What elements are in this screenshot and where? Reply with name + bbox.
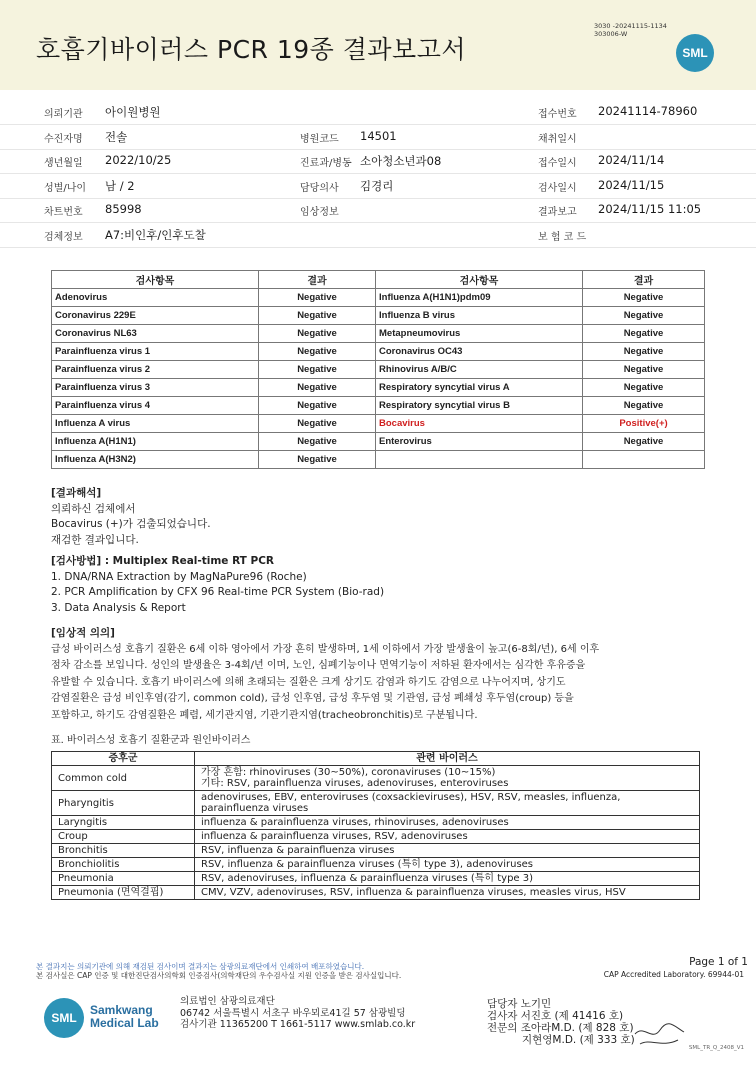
result-cell: Negative xyxy=(259,361,376,379)
result-cell: Positive(+) xyxy=(583,415,705,433)
interpretation-line: 재검한 결과입니다. xyxy=(51,533,139,546)
clinical-section xyxy=(51,626,599,724)
virus-line: 가장 흔함: rhinoviruses (30~50%), coronaviruses (10~15%) xyxy=(201,767,496,778)
result-cell: Negative xyxy=(259,325,376,343)
result-cell: Negative xyxy=(583,307,705,325)
interpretation-line: Bocavirus (+)가 검출되었습니다. xyxy=(51,518,211,530)
info-value: 85998 xyxy=(105,202,142,216)
clinical-line: 포함하고, 하기도 감염질환은 폐렴, 세기관지염, 기관기관지염(tracheobronchitis)로 구분됩니다. xyxy=(51,709,478,721)
method-line: 1. DNA/RNA Extraction by MagNaPure96 (Roche) xyxy=(51,570,307,583)
report-title: 호흡기바이러스 PCR 19종 결과보고서 xyxy=(36,35,467,64)
table-row xyxy=(52,886,700,900)
virus-line: RSV, adenoviruses, influenza & parainfluenza viruses (특히 type 3) xyxy=(201,873,534,884)
result-cell: Negative xyxy=(259,307,376,325)
institution-address: 06742 서울특별시 서초구 바우뫼로41길 57 삼광빌딩 xyxy=(180,1007,406,1019)
institution-name: 의료법인 삼광의료재단 xyxy=(180,996,275,1007)
virus-list xyxy=(195,844,700,858)
virus-line: 기타: RSV, parainfluenza viruses, adenoviruses, enteroviruses xyxy=(201,778,509,789)
col-header: 증후군 xyxy=(52,752,195,766)
table-row xyxy=(52,830,700,844)
table-row xyxy=(52,415,705,433)
test-item-cell: Respiratory syncytial virus B xyxy=(376,397,583,415)
table-row xyxy=(52,379,705,397)
sml-logo-bottom: SML xyxy=(44,998,84,1038)
virus-line: parainfluenza viruses xyxy=(201,803,309,814)
info-row xyxy=(0,149,756,174)
info-label: 담당의사 xyxy=(300,182,339,194)
table-row xyxy=(52,289,705,307)
virus-line: influenza & parainfluenza viruses, RSV, adenoviruses xyxy=(201,831,468,842)
info-label: 병원코드 xyxy=(300,133,339,145)
result-cell: Negative xyxy=(259,451,376,469)
virus-line: adenoviruses, EBV, enteroviruses (coxsackieviruses), HSV, RSV, measles, influenza, xyxy=(201,792,621,803)
result-cell: Negative xyxy=(259,397,376,415)
info-value: 아이원병원 xyxy=(105,105,161,119)
test-item-cell: Influenza A(H1N1)pdm09 xyxy=(376,289,583,307)
test-item-cell: Coronavirus NL63 xyxy=(52,325,259,343)
result-cell: Negative xyxy=(259,415,376,433)
result-cell: Negative xyxy=(259,379,376,397)
test-item-cell: Parainfluenza virus 1 xyxy=(52,343,259,361)
virus-line: influenza & parainfluenza viruses, rhinoviruses, adenoviruses xyxy=(201,817,509,828)
table-row xyxy=(52,872,700,886)
info-value: 2024/11/15 xyxy=(598,177,665,192)
result-cell: Negative xyxy=(583,379,705,397)
virus-list xyxy=(195,858,700,872)
sml-logo: SML xyxy=(676,34,714,72)
staff-info xyxy=(487,998,635,1046)
info-row xyxy=(0,223,756,248)
report-header xyxy=(0,0,756,90)
info-label: 검사일시 xyxy=(538,182,577,194)
table-row xyxy=(52,816,700,830)
info-label: 검체정보 xyxy=(44,231,83,243)
col-header: 검사항목 xyxy=(52,271,259,289)
syndrome-name: Laryngitis xyxy=(52,816,195,830)
page-number: Page 1 of 1 xyxy=(689,956,748,968)
info-label: 임상정보 xyxy=(300,207,339,218)
virus-list xyxy=(195,791,700,816)
clinical-heading: [임상적 의의] xyxy=(51,627,115,639)
info-value: 20241114-78960 xyxy=(598,104,698,118)
clinical-line: 감염질환은 급성 비인후염(감기, common cold), 급성 인후염, 급성 후두염 및 기관염, 급성 폐쇄성 후두염(croup) 등을 xyxy=(51,693,574,704)
info-row xyxy=(0,174,756,199)
test-item-cell: Enterovirus xyxy=(376,433,583,451)
info-row xyxy=(0,198,756,223)
syndrome-name: Pneumonia (면역결핍) xyxy=(52,886,195,900)
footer xyxy=(0,990,756,1069)
info-label: 보 험 코 드 xyxy=(538,231,587,243)
table-row xyxy=(52,766,700,791)
table-row xyxy=(52,451,705,469)
footer-note xyxy=(36,962,401,980)
test-item-cell: Parainfluenza virus 2 xyxy=(52,361,259,379)
result-cell: Negative xyxy=(583,397,705,415)
result-cell: Negative xyxy=(259,433,376,451)
info-value: 김경리 xyxy=(360,178,394,193)
info-row xyxy=(0,100,756,125)
info-value: 소아청소년과08 xyxy=(360,154,442,168)
staff-tester: 검사자 서진호 (제 41416 호) xyxy=(487,1010,624,1022)
clinical-line: 점차 감소를 보입니다. 성인의 발생율은 3-4회/년 이며, 노인, 심폐기능이나 면역기능이 저하된 환자에서는 심각한 후유증을 xyxy=(51,660,586,671)
method-section xyxy=(51,554,384,616)
info-label: 접수일시 xyxy=(538,158,577,169)
code-line-2: 303006-W xyxy=(594,30,628,38)
virus-list xyxy=(195,886,700,900)
info-label: 진료과/병동 xyxy=(300,158,352,169)
test-item-cell: Bocavirus xyxy=(376,415,583,433)
syndrome-table xyxy=(51,751,700,900)
table-row xyxy=(52,433,705,451)
test-item-cell: Metapneumovirus xyxy=(376,325,583,343)
info-value: 2022/10/25 xyxy=(105,153,172,167)
table-caption: 표. 바이러스성 호흡기 질환군과 원인바이러스 xyxy=(51,735,251,746)
code-line-1: 3030 -20241115-1134 xyxy=(594,22,667,30)
syndrome-name: Pharyngitis xyxy=(52,791,195,816)
info-label: 채취일시 xyxy=(538,133,577,145)
cap-accreditation: CAP Accredited Laboratory. 69944-01 xyxy=(603,970,744,979)
col-header: 결과 xyxy=(583,271,705,289)
virus-list xyxy=(195,872,700,886)
result-cell: Negative xyxy=(583,343,705,361)
clinical-line: 급성 바이러스성 호흡기 질환은 6세 이하 영아에서 가장 흔히 발생하며, 1세 이하에서 가장 발생율이 높고(6-8회/년), 6세 이후 xyxy=(51,643,600,655)
method-name: : Multiplex Real-time RT PCR xyxy=(101,555,274,567)
result-cell: Negative xyxy=(259,289,376,307)
syndrome-name: Bronchiolitis xyxy=(52,858,195,872)
table-row xyxy=(52,858,700,872)
interpretation-line: 의뢰하신 검체에서 xyxy=(51,502,136,515)
footer-note-1: 본 결과지는 의뢰기관에 의해 재검된 검사이며 결과지는 삼광의료재단에서 인쇄하여 배포하였습니다. xyxy=(36,962,365,971)
test-item-cell: Parainfluenza virus 3 xyxy=(52,379,259,397)
col-header: 검사항목 xyxy=(376,271,583,289)
info-label: 의뢰기관 xyxy=(44,109,83,120)
footer-note-2: 본 검사실은 CAP 인증 및 대한진단검사의학회 인증검사(의학재단의 우수검사실 지원 인증을 받은 검사실입니다. xyxy=(36,971,402,980)
result-cell: Negative xyxy=(583,433,705,451)
table-row xyxy=(52,361,705,379)
test-item-cell: Respiratory syncytial virus A xyxy=(376,379,583,397)
document-code xyxy=(594,22,667,38)
info-value: A7:비인후/인후도찰 xyxy=(105,227,206,242)
test-item-cell: Coronavirus OC43 xyxy=(376,343,583,361)
info-label: 생년월일 xyxy=(44,158,83,169)
method-line: 2. PCR Amplification by CFX 96 Real-time PCR System (Bio-rad) xyxy=(51,586,385,598)
info-label: 수진자명 xyxy=(44,133,83,145)
test-item-cell: Parainfluenza virus 4 xyxy=(52,397,259,415)
info-value: 2024/11/15 11:05 xyxy=(598,202,702,216)
results-table xyxy=(51,270,705,469)
method-heading: [검사방법] xyxy=(51,555,102,567)
test-item-cell: Influenza A virus xyxy=(52,415,259,433)
virus-list xyxy=(195,816,700,830)
test-item-cell: Influenza B virus xyxy=(376,307,583,325)
info-label: 접수번호 xyxy=(538,109,577,120)
syndrome-name: Pneumonia xyxy=(52,872,195,886)
info-row xyxy=(0,125,756,150)
test-item-cell xyxy=(376,451,583,469)
result-cell: Negative xyxy=(259,343,376,361)
staff-specialist-2: 지현영M.D. (제 333 호) xyxy=(522,1034,635,1046)
info-label: 차트번호 xyxy=(44,207,83,218)
virus-line: RSV, influenza & parainfluenza viruses (특히 type 3), adenoviruses xyxy=(201,859,534,870)
table-row xyxy=(52,844,700,858)
virus-line: CMV, VZV, adenoviruses, RSV, influenza & parainfluenza viruses, measles virus, HSV xyxy=(201,887,626,898)
info-value: 14501 xyxy=(360,128,397,143)
institution-contact: 검사기관 11365200 T 1661-5117 www.smlab.co.kr xyxy=(180,1019,416,1030)
result-cell: Negative xyxy=(583,325,705,343)
clinical-line: 유발할 수 있습니다. 호흡기 바이러스에 의해 초래되는 질환은 크게 상기도 감염과 하기도 감염으로 나누어지며, 상기도 xyxy=(51,676,566,688)
syndrome-name: Common cold xyxy=(52,766,195,791)
virus-list xyxy=(195,766,700,791)
test-item-cell: Rhinovirus A/B/C xyxy=(376,361,583,379)
virus-line: RSV, influenza & parainfluenza viruses xyxy=(201,845,395,856)
brand-line-2: Medical Lab xyxy=(90,1016,159,1030)
staff-manager: 담당자 노기민 xyxy=(487,998,552,1010)
table-row xyxy=(52,325,705,343)
method-line: 3. Data Analysis & Report xyxy=(51,601,186,614)
institution-info xyxy=(180,996,415,1031)
info-label: 결과보고 xyxy=(538,207,577,218)
table-row xyxy=(52,791,700,816)
info-label: 성별/나이 xyxy=(44,182,87,194)
info-value: 2024/11/14 xyxy=(598,153,665,167)
staff-specialist-1: 전문의 조아라M.D. (제 828 호) xyxy=(487,1022,634,1034)
interpretation-heading: [결과해석] xyxy=(51,487,102,499)
syndrome-name: Croup xyxy=(52,830,195,844)
col-header: 관련 바이러스 xyxy=(195,752,700,766)
table-row xyxy=(52,397,705,415)
version-code: SML_TR_Q_2408_V1 xyxy=(688,1045,744,1051)
test-item-cell: Influenza A(H1N1) xyxy=(52,433,259,451)
info-value: 남 / 2 xyxy=(105,178,135,193)
result-cell xyxy=(583,451,705,469)
interpretation-section xyxy=(51,486,211,548)
test-item-cell: Influenza A(H3N2) xyxy=(52,451,259,469)
brand-name xyxy=(90,1004,159,1030)
brand-line-1: Samkwang xyxy=(90,1003,153,1017)
virus-list xyxy=(195,830,700,844)
result-cell: Negative xyxy=(583,361,705,379)
syndrome-name: Bronchitis xyxy=(52,844,195,858)
result-cell: Negative xyxy=(583,289,705,307)
signature-image xyxy=(632,1012,687,1052)
test-item-cell: Coronavirus 229E xyxy=(52,307,259,325)
table-row xyxy=(52,343,705,361)
info-value: 전솔 xyxy=(105,129,128,144)
test-item-cell: Adenovirus xyxy=(52,289,259,307)
col-header: 결과 xyxy=(259,271,376,289)
table-row xyxy=(52,307,705,325)
